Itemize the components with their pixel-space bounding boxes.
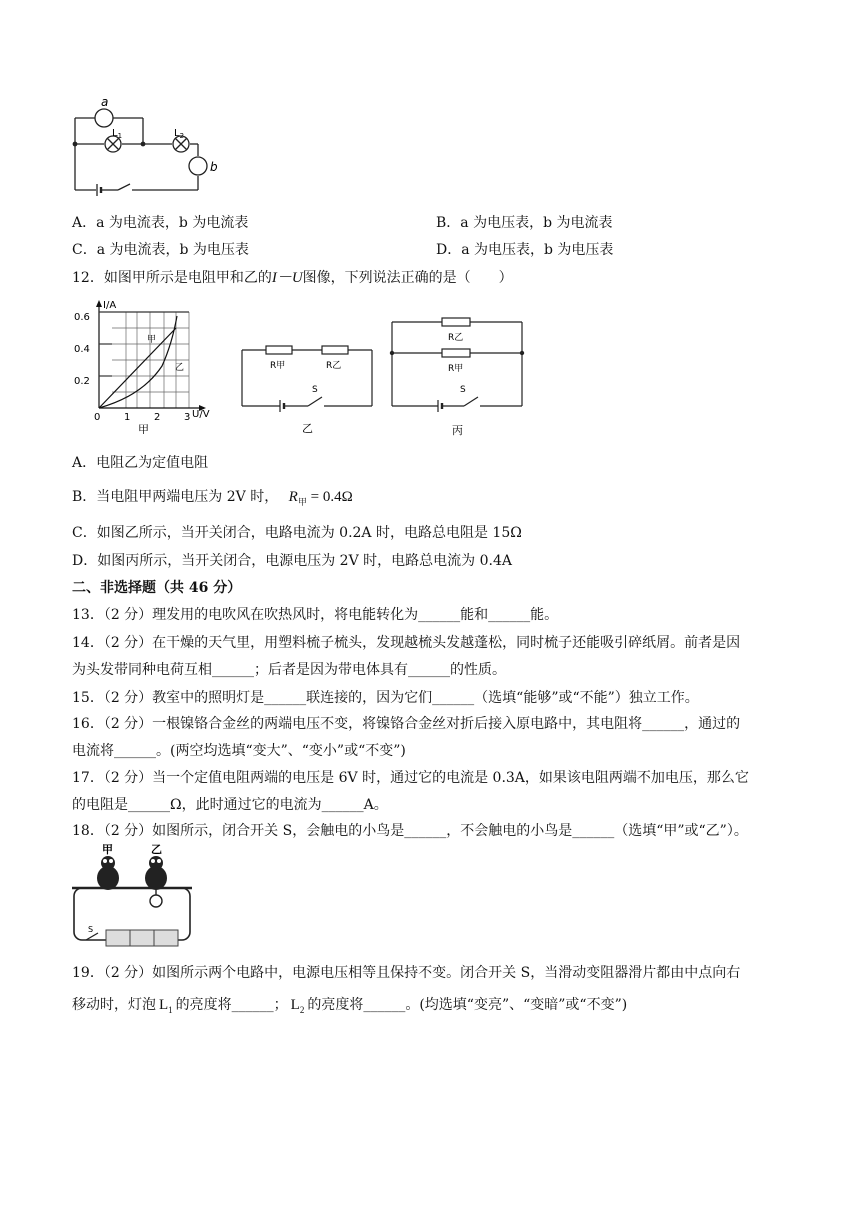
q12-option-b bbox=[72, 486, 353, 508]
q12-stem-math: I－U bbox=[271, 270, 303, 286]
lamp-l1-sub: 1 bbox=[168, 1005, 173, 1015]
graph-x-tick-3: 3 bbox=[184, 412, 191, 423]
circuit-bing-caption: 丙 bbox=[452, 424, 463, 437]
q12-stem-post: 图像，下列说法正确的是（ ） bbox=[302, 270, 513, 286]
q16-line1: 16．（2 分）一根镍铬合金丝的两端电压不变，将镍铬合金丝对折后接入原电路中，其电阻将______，通过的 bbox=[72, 716, 741, 732]
section-heading: 二、非选择题（共 46 分） bbox=[72, 580, 242, 596]
graph-y-tick-04: 0.4 bbox=[74, 344, 90, 355]
switch-label: S bbox=[88, 925, 94, 934]
q12-stem bbox=[72, 266, 513, 287]
q12-option-b-text: B．当电阻甲两端电压为 2V 时， bbox=[72, 489, 279, 505]
math-r: R bbox=[288, 489, 298, 505]
q12-iu-graph bbox=[72, 296, 232, 434]
graph-caption: 甲 bbox=[138, 423, 149, 434]
q11-option-a: A．a 为电流表，b 为电流表 bbox=[72, 215, 249, 231]
resistor-r2-label: R乙 bbox=[326, 361, 342, 371]
lamp-l2-letter: L bbox=[290, 997, 300, 1013]
q16-line2: 电流将______。(两空均选填“变大”、“变小”或“不变”) bbox=[72, 743, 406, 759]
math-sub: 甲 bbox=[297, 497, 307, 507]
svg-text:L1 bbox=[112, 128, 122, 140]
resistor-bottom-label: R甲 bbox=[448, 364, 464, 374]
resistor-top-label: R乙 bbox=[448, 333, 464, 343]
q19-line1: 19．（2 分）如图所示两个电路中，电源电压相等且保持不变。闭合开关 S，当滑动变阻器滑片都由中点向右 bbox=[72, 965, 741, 981]
meter-b-label: b bbox=[210, 160, 218, 174]
q12-stem-pre: 12．如图甲所示是电阻甲和乙的 bbox=[72, 270, 272, 286]
q12-option-b-math bbox=[289, 489, 353, 505]
lamp2-label: L bbox=[174, 128, 180, 139]
curve-jia-label: 甲 bbox=[147, 335, 157, 345]
q12-parallel-circuit bbox=[388, 316, 528, 438]
bird2-label: 乙 bbox=[151, 844, 162, 856]
q12-option-d: D．如图丙所示，当开关闭合，电源电压为 2V 时，电路总电流为 0.4A bbox=[72, 553, 512, 569]
graph-x-tick-0: 0 bbox=[94, 412, 101, 423]
graph-y-tick-06: 0.6 bbox=[74, 312, 90, 323]
q19-text-a: 移动时，灯泡 bbox=[72, 997, 156, 1013]
q18: 18．（2 分）如图所示，闭合开关 S，会触电的小鸟是______，不会触电的小鸟是______（选填“甲”或“乙”）。 bbox=[72, 823, 748, 839]
graph-y-tick-02: 0.2 bbox=[74, 376, 90, 387]
svg-text:L2 bbox=[174, 128, 184, 140]
q18-birds-figure bbox=[68, 844, 198, 952]
q12-series-circuit bbox=[238, 332, 378, 436]
q11-option-d: D．a 为电压表，b 为电压表 bbox=[436, 242, 614, 258]
switch-s-label-2: S bbox=[460, 385, 466, 395]
graph-x-tick-2: 2 bbox=[154, 412, 161, 423]
q19-text-c: 的亮度将______。(均选填“变亮”、“变暗”或“不变”) bbox=[307, 997, 628, 1013]
q11-option-b: B．a 为电压表，b 为电流表 bbox=[436, 215, 613, 231]
q14-line1: 14．（2 分）在干燥的天气里，用塑料梳子梳头，发现越梳头发越蓬松，同时梳子还能吸引碎纸屑。前者是因 bbox=[72, 635, 741, 651]
q11-circuit-figure bbox=[68, 96, 218, 198]
lamp-l2-sub: 2 bbox=[299, 1005, 305, 1015]
circuit-yi-caption: 乙 bbox=[302, 422, 313, 435]
math-rest: = 0.4Ω bbox=[306, 489, 353, 505]
lamp-l2 bbox=[291, 997, 305, 1013]
q15: 15．（2 分）教室中的照明灯是______联连接的，因为它们______（选填“能够”或“不能”）独立工作。 bbox=[72, 690, 699, 706]
lamp-l1 bbox=[159, 997, 173, 1013]
q11-option-c: C．a 为电流表，b 为电压表 bbox=[72, 242, 249, 258]
lamp2-sub: 2 bbox=[179, 132, 185, 140]
lamp1-label: L bbox=[112, 128, 118, 139]
q19-text-b: 的亮度将______； bbox=[175, 997, 288, 1013]
curve-yi-label: 乙 bbox=[175, 363, 185, 373]
meter-a-label: a bbox=[101, 96, 109, 109]
q14-line2: 为头发带同种电荷互相______；后者是因为带电体具有______的性质。 bbox=[72, 662, 506, 678]
q13: 13．（2 分）理发用的电吹风在吹热风时，将电能转化为______能和______能。 bbox=[72, 607, 559, 623]
switch-s-label: S bbox=[312, 385, 318, 395]
q19-line2 bbox=[72, 994, 627, 1015]
q17-line1: 17．（2 分）当一个定值电阻两端的电压是 6V 时，通过它的电流是 0.3A，如果该电阻两端不加电压，那么它 bbox=[72, 770, 749, 786]
graph-y-label: I/A bbox=[103, 300, 117, 311]
q17-line2: 的电阻是______Ω，此时通过它的电流为______A。 bbox=[72, 797, 388, 813]
resistor-r1-label: R甲 bbox=[270, 361, 286, 371]
bird1-label: 甲 bbox=[102, 844, 113, 856]
q12-option-a: A．电阻乙为定值电阻 bbox=[72, 455, 209, 471]
graph-x-label: U/V bbox=[192, 409, 210, 420]
graph-x-tick-1: 1 bbox=[124, 412, 131, 423]
lamp1-sub: 1 bbox=[117, 132, 123, 140]
q12-option-c: C．如图乙所示，当开关闭合，电路电流为 0.2A 时，电路总电阻是 15Ω bbox=[72, 525, 522, 541]
lamp-l1-letter: L bbox=[159, 997, 169, 1013]
